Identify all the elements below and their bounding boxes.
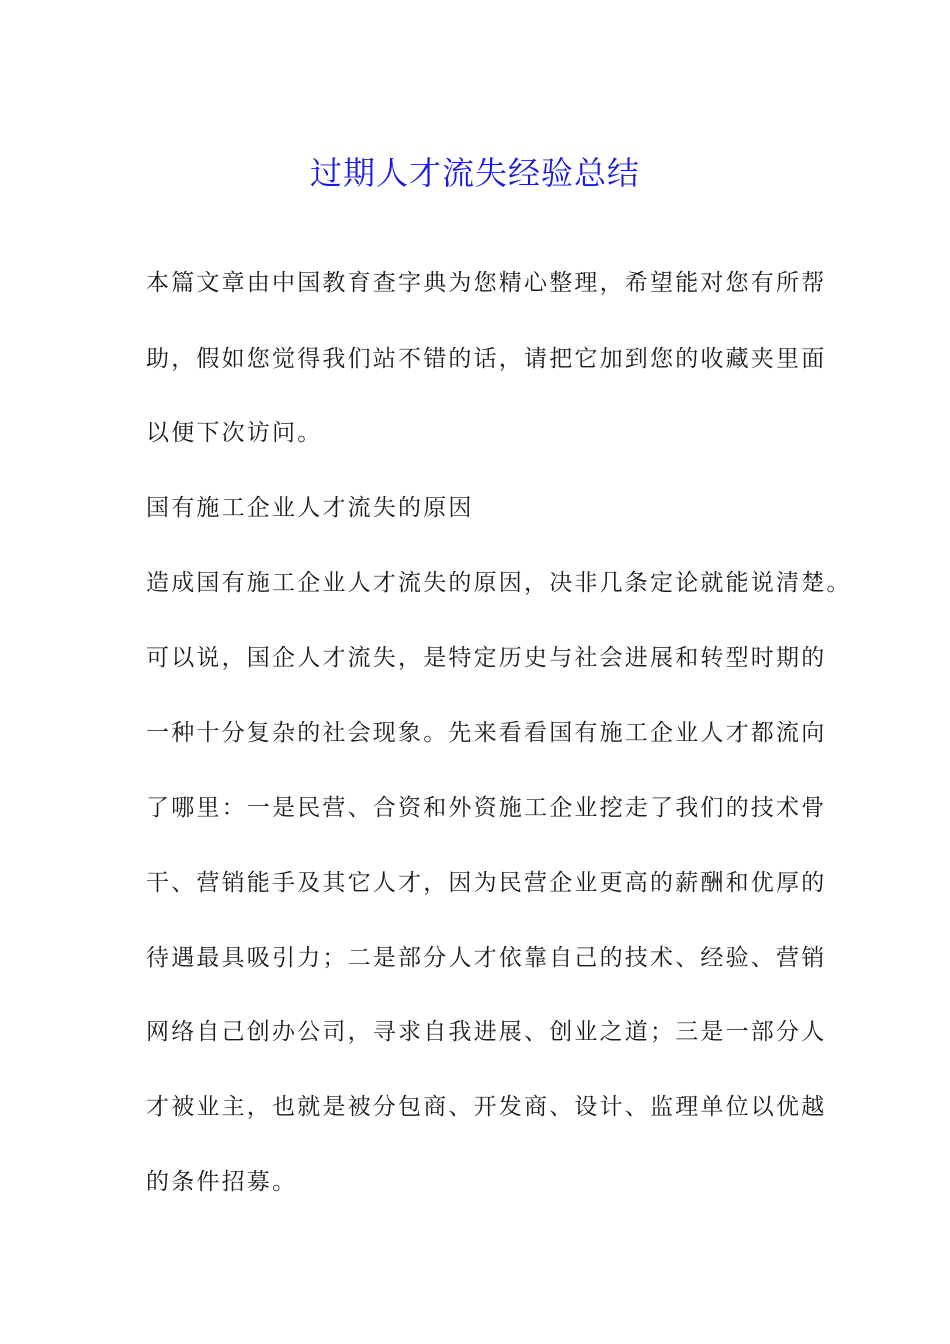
paragraph-line: 本篇文章由中国教育查字典为您精心整理，希望能对您有所帮 — [146, 270, 827, 296]
paragraph-line: 待遇最具吸引力；二是部分人才依靠自己的技术、经验、营销 — [146, 945, 827, 971]
paragraph-line: 干、营销能手及其它人才，因为民营企业更高的薪酬和优厚的 — [146, 870, 827, 896]
paragraph-line: 了哪里：一是民营、合资和外资施工企业挖走了我们的技术骨 — [146, 795, 827, 821]
paragraph-line: 网络自己创办公司，寻求自我进展、创业之道；三是一部分人 — [146, 1019, 827, 1045]
paragraph-line: 的条件招募。 — [146, 1169, 298, 1195]
paragraph-line: 助，假如您觉得我们站不错的话，请把它加到您的收藏夹里面 — [146, 346, 827, 372]
paragraph-line: 才被业主，也就是被分包商、开发商、设计、监理单位以优越 — [146, 1094, 827, 1120]
paragraph-line: 一种十分复杂的社会现象。先来看看国有施工企业人才都流向 — [146, 720, 827, 746]
document-title: 过期人才流失经验总结 — [309, 154, 640, 193]
paragraph-line: 以便下次访问。 — [146, 420, 323, 446]
section-heading: 国有施工企业人才流失的原因 — [146, 495, 474, 521]
paragraph-line: 造成国有施工企业人才流失的原因，决非几条定论就能说清楚。 — [146, 570, 852, 596]
paragraph-line: 可以说，国企人才流失，是特定历史与社会进展和转型时期的 — [146, 645, 827, 671]
